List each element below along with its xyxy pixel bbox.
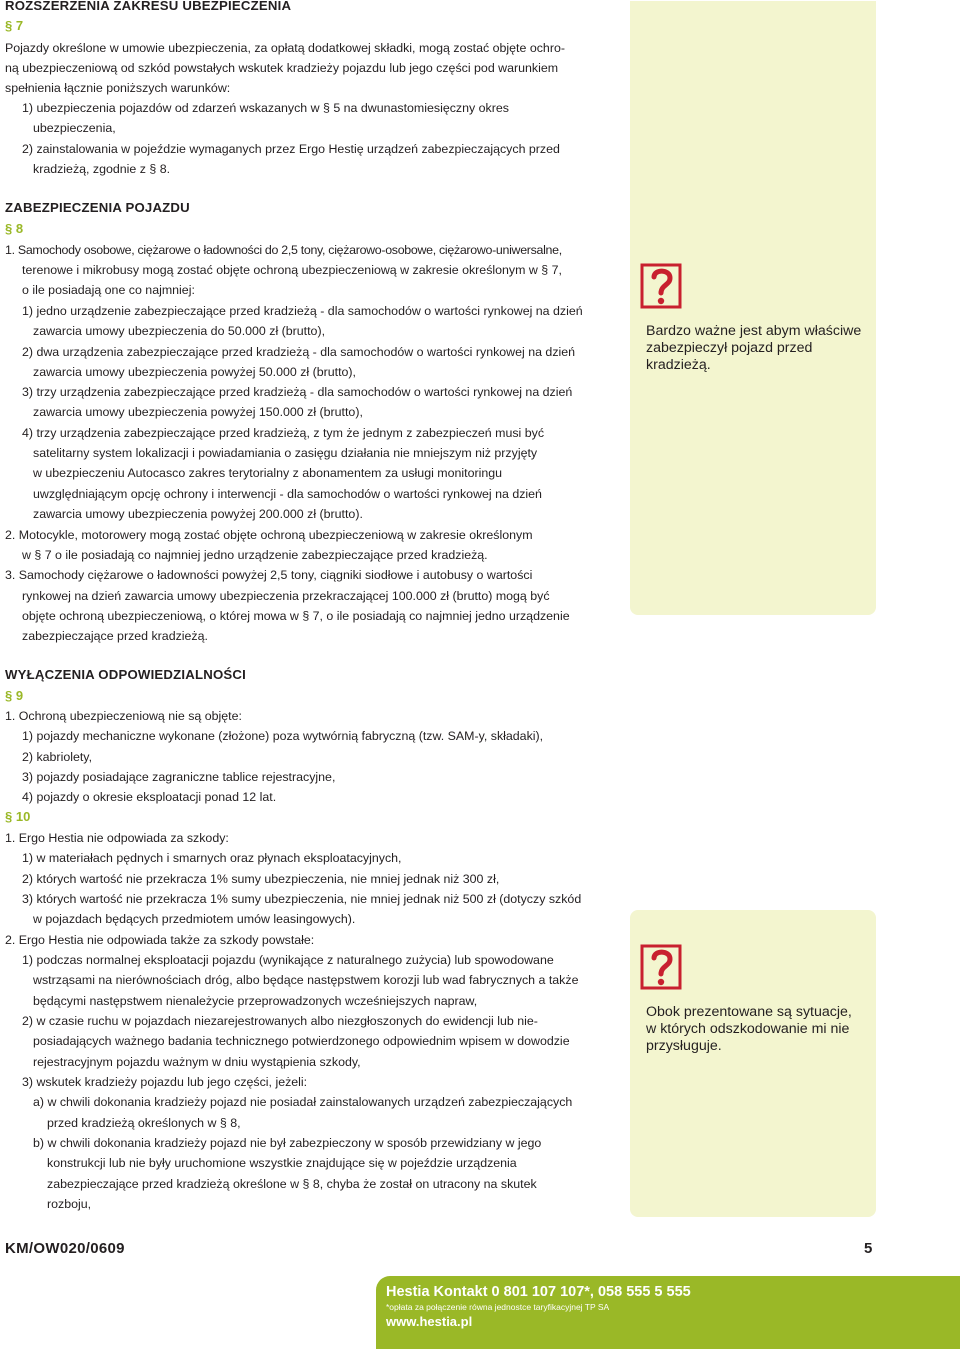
s3-line: 3) których wartość nie przekracza 1% sumy ubezpieczenia, nie mniej jednak niż 500 zł (dotyczy szkód — [22, 892, 582, 906]
page-number: 5 — [864, 1240, 873, 1257]
s3-line: 3) wskutek kradzieży pojazdu lub jego części, jeżeli: — [22, 1075, 308, 1089]
s2-line: terenowe i mikrobusy mogą zostać objęte ochroną ubezpieczeniową w zakresie określonym w § 7, — [22, 263, 562, 277]
s3-line: konstrukcji lub nie były uruchomione wszystkie znajdujące się w pojeździe urządzenia — [47, 1156, 517, 1170]
s2-line: zawarcia umowy ubezpieczenia do 50.000 zł (brutto), — [33, 324, 326, 338]
section-7-label: § 7 — [5, 18, 24, 33]
section-10-label: § 10 — [5, 809, 31, 824]
s2-line: 1. Samochody osobowe, ciężarowe o ładowności do 2,5 tony, ciężarowo-osobowe, ciężarowo-uniwersalne, — [5, 243, 562, 257]
document-code: KM/OW020/0609 — [5, 1240, 125, 1257]
s3-line: 1. Ochroną ubezpieczeniową nie są objęte: — [5, 709, 242, 723]
s2-line: zawarcia umowy ubezpieczenia powyżej 200.000 zł (brutto). — [33, 507, 363, 521]
s3-line: 1) pojazdy mechaniczne wykonane (złożone) poza wytwórnią fabryczną (tzw. SAM-y, składaki), — [22, 729, 544, 743]
s3-line: 2) w czasie ruchu w pojazdach niezarejestrowanych albo niezgłoszonych do ewidencji lub nie- — [22, 1014, 538, 1028]
s1-line: 2) zainstalowania w pojeździe wymaganych przez Ergo Hestię urządzeń zabezpieczających przed — [22, 142, 560, 156]
s1-line: kradzieżą, zgodnie z § 8. — [33, 162, 171, 176]
s2-line: 2. Motocykle, motorowery mogą zostać objęte ochroną ubezpieczeniową w zakresie określonym — [5, 528, 533, 542]
s3-line: 1) w materiałach pędnych i smarnych oraz płynach eksploatacyjnych, — [22, 851, 402, 865]
s3-line: a) w chwili dokonania kradzieży pojazd nie posiadał zainstalowanych urządzeń zabezpieczających — [33, 1095, 573, 1109]
s2-line: objęte ochroną ubezpieczeniową, o której mowa w § 7, o ile posiadają co najmniej jedno urządzenie — [22, 609, 570, 623]
s3-line: przed kradzieżą określonych w § 8, — [47, 1116, 241, 1130]
s3-line: 1) podczas normalnej eksploatacji pojazdu (wynikające z naturalnego zużycia) lub spowodowane — [22, 953, 554, 967]
s3-line: 1. Ergo Hestia nie odpowiada za szkody: — [5, 831, 229, 845]
heading-exclusions: WYŁĄCZENIA ODPOWIEDZIALNOŚCI — [5, 667, 247, 682]
s3-line: posiadających ważnego badania technicznego potwierdzonego odpowiednim wpisem w dowodzie — [33, 1034, 570, 1048]
s1-line: spełnienia łącznie poniższych warunków: — [5, 81, 231, 95]
s1-line: 1) ubezpieczenia pojazdów od zdarzeń wskazanych w § 5 na dwunastomiesięczny okres — [22, 101, 509, 115]
s2-line: rynkowej na dzień zawarcia umowy ubezpieczenia przekraczającej 100.000 zł (brutto) mogą być — [22, 589, 550, 603]
question-mark-icon — [640, 263, 682, 309]
s3-line: wstrząsami na nierównościach dróg, albo będące następstwem korozji lub wad fabrycznych a także — [33, 973, 579, 987]
s3-line: w pojazdach będących przedmiotem umów leasingowych). — [33, 912, 356, 926]
s2-line: uwzględniającym opcję ochrony i interwencji - dla samochodów o wartości rynkowej na dzień — [33, 487, 542, 501]
s3-line: 3) pojazdy posiadające zagraniczne tablice rejestracyjne, — [22, 770, 336, 784]
section-8-label: § 8 — [5, 221, 24, 236]
s2-line: satelitarny system lokalizacji i powiadamiania o zasięgu działania nie mniejszym niż przyjęty — [33, 446, 538, 460]
s2-line: 3) trzy urządzenia zabezpieczające przed kradzieżą - dla samochodów o wartości rynkowej na dzień — [22, 385, 573, 399]
s2-line: 1) jedno urządzenie zabezpieczające przed kradzieżą - dla samochodów o wartości rynkowej na dzień — [22, 304, 583, 318]
s3-line: zabezpieczające przed kradzieżą określone w § 8, chyba że został on utracony na skutek — [47, 1177, 537, 1191]
s2-line: 4) trzy urządzenia zabezpieczające przed kradzieżą, z tym że jednym z zabezpieczeń musi być — [22, 426, 545, 440]
tip-box-exclusions — [630, 910, 876, 1217]
s3-line: 4) pojazdy o okresie eksploatacji ponad 12 lat. — [22, 790, 277, 804]
s2-line: 3. Samochody ciężarowe o ładowności powyżej 2,5 tony, ciągniki siodłowe i autobusy o wartości — [5, 568, 533, 582]
contact-bar — [376, 1276, 960, 1349]
heading-vehicle-security: ZABEZPIECZENIA POJAZDU — [5, 200, 190, 215]
website-link[interactable]: www.hestia.pl — [386, 1314, 473, 1329]
s1-line: Pojazdy określone w umowie ubezpieczenia, za opłatą dodatkowej składki, mogą zostać objęte ochro- — [5, 41, 565, 55]
s2-line: w § 7 o ile posiadają co najmniej jedno urządzenie zabezpieczające przed kradzieżą. — [22, 548, 488, 562]
s1-line: ubezpieczenia, — [33, 121, 116, 135]
s2-line: o ile posiadają one co najmniej: — [22, 283, 195, 297]
s3-line: 2) kabriolety, — [22, 750, 93, 764]
question-mark-icon — [640, 944, 682, 990]
s2-line: zabezpieczające przed kradzieżą. — [22, 629, 208, 643]
tip-text-security: Bardzo ważne jest abym właściwe zabezpieczył pojazd przed kradzieżą. — [646, 323, 862, 373]
heading-extensions: ROZSZERZENIA ZAKRESU UBEZPIECZENIA — [5, 0, 292, 13]
s3-line: rozboju, — [47, 1197, 92, 1211]
section-9-label: § 9 — [5, 688, 24, 703]
s3-line: 2) których wartość nie przekracza 1% sumy ubezpieczenia, nie mniej jednak niż 300 zł, — [22, 872, 500, 886]
contact-fee-note: *opłata za połączenie równa jednostce taryfikacyjnej TP SA — [386, 1302, 610, 1312]
s2-line: w ubezpieczeniu Autocasco zakres terytorialny z abonamentem za usługi monitoringu — [33, 466, 503, 480]
s3-line: b) w chwili dokonania kradzieży pojazd nie był zabezpieczony w sposób przewidziany w jego — [33, 1136, 542, 1150]
tip-text-exclusions: Obok prezentowane są sytuacje, w których odszkodowanie mi nie przysługuje. — [646, 1004, 852, 1054]
s3-line: będącymi następstwem nienależycie przeprowadzonych wcześniejszych napraw, — [33, 994, 478, 1008]
s3-line: rejestracyjnym pojazdu ważnym w dniu wystąpienia szkody, — [33, 1055, 361, 1069]
tip-box-security — [630, 1, 876, 615]
s1-line: ną ubezpieczeniową od szkód powstałych wskutek kradzieży pojazdu lub jego części pod warunkiem — [5, 61, 559, 75]
contact-phone-text: Hestia Kontakt 0 801 107 107*, 058 555 5 555 — [386, 1284, 691, 1300]
s3-line: 2. Ergo Hestia nie odpowiada także za szkody powstałe: — [5, 933, 315, 947]
s2-line: zawarcia umowy ubezpieczenia powyżej 150.000 zł (brutto), — [33, 405, 363, 419]
s2-line: zawarcia umowy ubezpieczenia powyżej 50.000 zł (brutto), — [33, 365, 357, 379]
s2-line: 2) dwa urządzenia zabezpieczające przed kradzieżą - dla samochodów o wartości rynkowej na dzień — [22, 345, 576, 359]
